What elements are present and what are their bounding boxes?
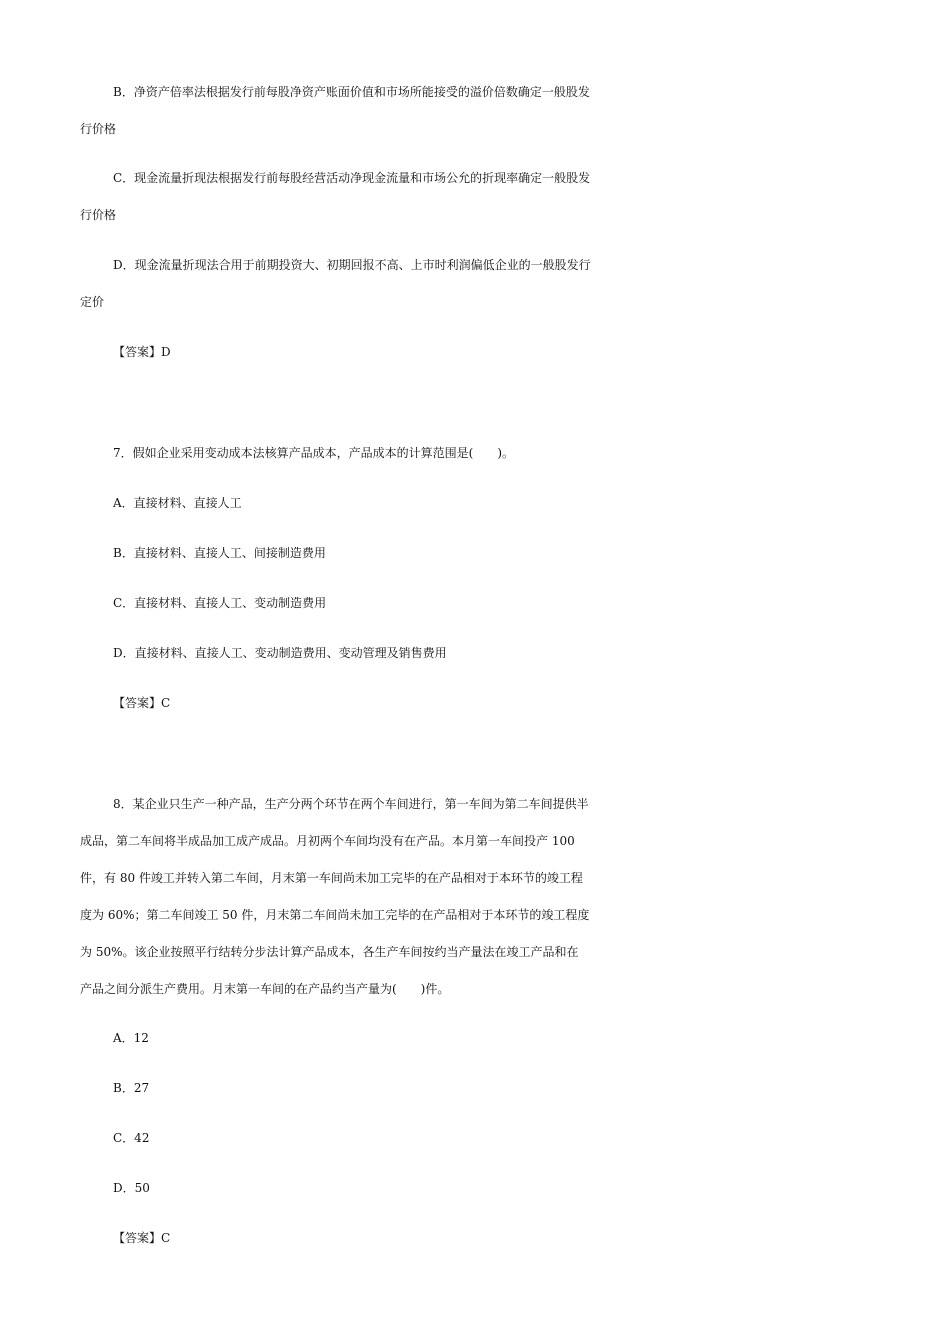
q8-answer: 【答案】C <box>113 1231 171 1245</box>
q6-option-d-line2: 定价 <box>80 295 105 309</box>
q6-option-d-line1: D．现金流量折现法合用于前期投资大、初期回报不高、上市时利润偏低企业的一般股发行 <box>113 258 591 272</box>
q6-option-b-line2: 行价格 <box>80 122 117 136</box>
q8-stem-line2: 成品，第二车间将半成品加工成产成品。月初两个车间均没有在产品。本月第一车间投产 100 <box>80 834 575 848</box>
q6-option-c-line2: 行价格 <box>80 208 117 222</box>
q7-option-d: D．直接材料、直接人工、变动制造费用、变动管理及销售费用 <box>113 646 447 660</box>
q8-stem-line3: 件，有 80 件竣工并转入第二车间，月末第一车间尚未加工完毕的在产品相对于本环节的竣工程 <box>80 871 583 885</box>
q7-stem: 7．假如企业采用变动成本法核算产品成本，产品成本的计算范围是( )。 <box>113 446 515 460</box>
q6-option-c-line1: C．现金流量折现法根据发行前每股经营活动净现金流量和市场公允的折现率确定一般股发 <box>113 171 591 185</box>
q8-stem-line4: 度为 60%；第二车间竣工 50 件，月末第二车间尚未加工完毕的在产品相对于本环节的竣工程度 <box>80 908 590 922</box>
q8-option-a: A．12 <box>113 1031 149 1045</box>
q7-option-a: A．直接材料、直接人工 <box>113 496 242 510</box>
q8-option-b: B．27 <box>113 1081 150 1095</box>
q8-stem-line1: 8．某企业只生产一种产品，生产分两个环节在两个车间进行，第一车间为第二车间提供半 <box>113 797 589 811</box>
q8-stem-line6: 产品之间分派生产费用。月末第一车间的在产品约当产量为( )件。 <box>80 982 450 996</box>
q6-answer: 【答案】D <box>113 345 171 359</box>
q8-option-d: D．50 <box>113 1181 150 1195</box>
q8-option-c: C．42 <box>113 1131 150 1145</box>
q7-option-c: C．直接材料、直接人工、变动制造费用 <box>113 596 327 610</box>
q7-option-b: B．直接材料、直接人工、间接制造费用 <box>113 546 326 560</box>
q7-answer: 【答案】C <box>113 696 171 710</box>
q6-option-b-line1: B．净资产倍率法根据发行前每股净资产账面价值和市场所能接受的溢价倍数确定一般股发 <box>113 85 590 99</box>
q8-stem-line5: 为 50%。该企业按照平行结转分步法计算产品成本，各生产车间按约当产量法在竣工产品和在 <box>80 945 579 959</box>
